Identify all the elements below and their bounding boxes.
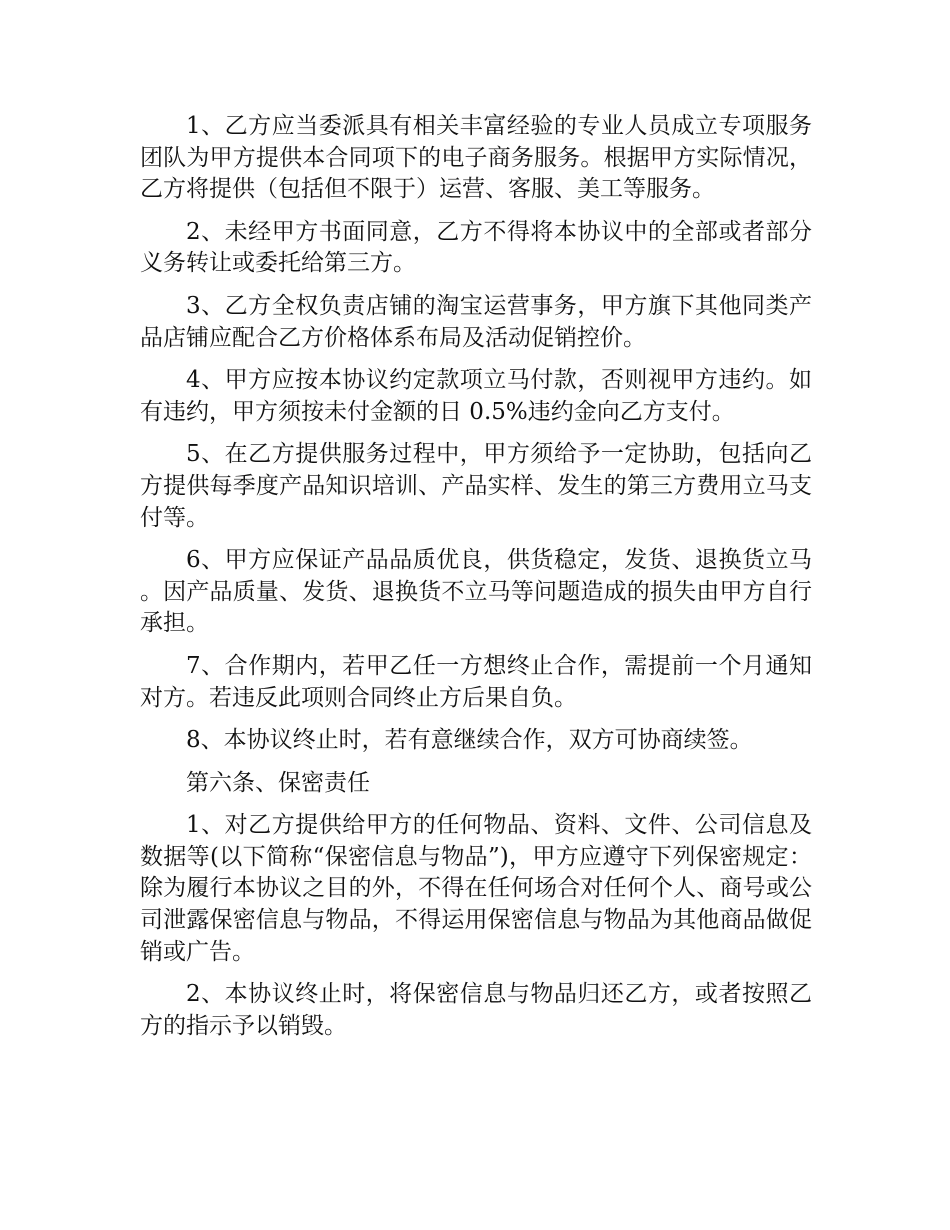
clause-paragraph: 3、乙方全权负责店铺的淘宝运营事务，甲方旗下其他同类产品店铺应配合乙方价格体系布局及活动促销控价。 — [140, 292, 812, 351]
clause-paragraph: 1、乙方应当委派具有相关丰富经验的专业人员成立专项服务团队为甲方提供本合同项下的电子商务服务。根据甲方实际情况，乙方将提供（包括但不限于）运营、客服、美工等服务。 — [140, 113, 812, 203]
clause-paragraph: 4、甲方应按本协议约定款项立马付款，否则视甲方违约。如有违约，甲方须按未付金额的日 0.5%违约金向乙方支付。 — [140, 367, 812, 425]
clause-paragraph: 2、本协议终止时，将保密信息与物品归还乙方，或者按照乙方的指示予以销毁。 — [140, 981, 812, 1039]
document-page — [140, 111, 812, 1053]
section-heading: 第六条、保密责任 — [186, 769, 370, 796]
clause-paragraph: 7、合作期内，若甲乙任一方想终止合作，需提前一个月通知对方。若违反此项则合同终止方后果自负。 — [140, 652, 812, 711]
clause-paragraph: 2、未经甲方书面同意，乙方不得将本协议中的全部或者部分义务转让或委托给第三方。 — [140, 218, 812, 277]
clause-paragraph: 8、本协议终止时，若有意继续合作，双方可协商续签。 — [186, 727, 753, 754]
clause-paragraph: 5、在乙方提供服务过程中，甲方须给予一定协助，包括向乙方提供每季度产品知识培训、产品实样、发生的第三方费用立马支付等。 — [140, 441, 812, 531]
clause-paragraph: 6、甲方应保证产品品质优良，供货稳定，发货、退换货立马。因产品质量、发货、退换货不立马等问题造成的损失由甲方自行承担。 — [140, 547, 812, 637]
clause-paragraph: 1、对乙方提供给甲方的任何物品、资料、文件、公司信息及数据等(以下简称“保密信息与物品”)，甲方应遵守下列保密规定：除为履行本协议之目的外，不得在任何场合对任何个人、商号或公司泄露保密信息与物品，不得运用保密信息与物品为其他商品做促销或广告。 — [140, 812, 812, 965]
